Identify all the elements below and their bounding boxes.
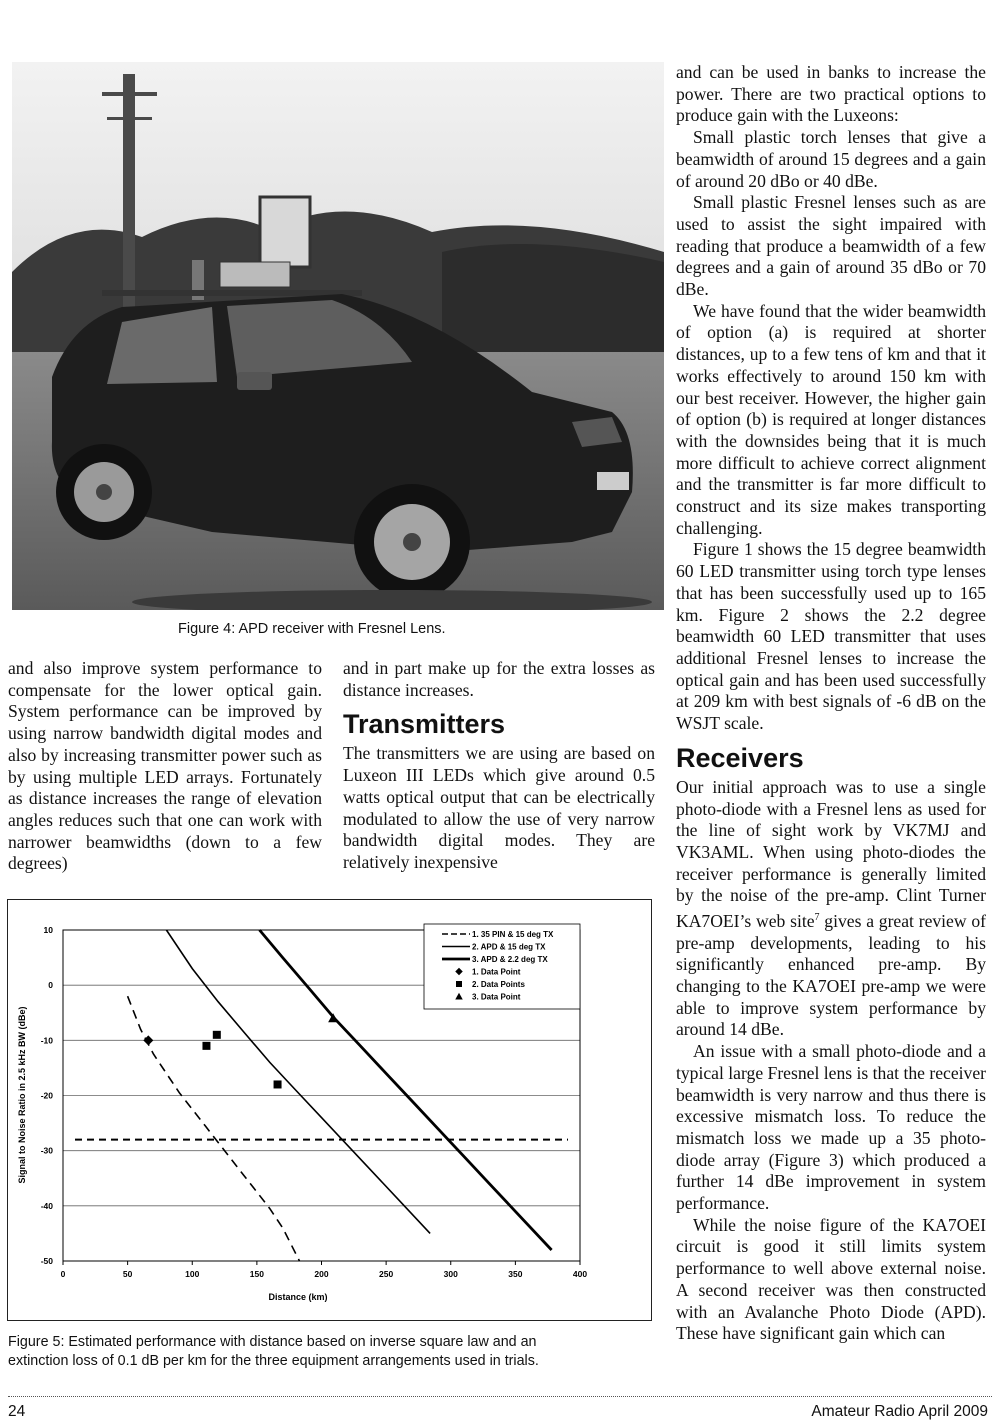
figure-5-chart: [7, 899, 652, 1321]
legend-label-points-2: 2. Data Points: [472, 980, 525, 989]
data-point-1: [143, 1035, 153, 1045]
col3-paragraph-3: Small plastic Fresnel lenses such as are used to assist the sight impaired with reading that produce a beamwidth of a few degrees and a gain of around 35 dBo or 70 dBe.: [676, 192, 986, 300]
y-axis-label: Signal to Noise Ratio in 2.5 kHz BW (dBe): [17, 1006, 27, 1184]
data-points: [143, 1013, 338, 1088]
data-point-2: [213, 1031, 221, 1039]
legend-label-points-1: 1. Data Point: [472, 967, 521, 977]
col3-paragraph-5: Figure 1 shows the 15 degree beamwidth 60 LED transmitter using torch type lenses that has been successfully used up to 165 km. Figure 2 shows the 2.2 degree beamwidth 60 LED transmitter that uses additional Fresnel lenses to increase the optical gain and has been used successfully at 209 km with best signals of -6 dB on the WSJT scale.: [676, 539, 986, 734]
legend-label-points-3: 3. Data Point: [472, 992, 521, 1002]
col2-paragraph-2: The transmitters we are using are based on Luxeon III LEDs which give around 0.5 watts optical output that can be electrically modulated to allow the use of very narrow bandwidth digital modes. They are relatively inexpensive: [343, 743, 655, 872]
transmitters-heading: Transmitters: [343, 709, 506, 740]
column-3: [676, 62, 986, 1345]
col3-paragraph-4: We have found that the wider beamwidth of option (a) is required at shorter distances, up to a few tens of km and that it works effectively to around 150 km with our best receiver. However, the higher gain of option (b) is required at longer distances with the downsides being that it is much more difficult to achieve correct alignment and the transmitter is far more difficult to construct and its size makes transporting challenging.: [676, 300, 986, 538]
figure-4-photo: [12, 62, 664, 610]
col3-paragraph-8: While the noise figure of the KA7OEI circuit is good it still limits system performance to well above external noise. A second receiver was then constructed with an Avalanche Photo Diode (APD). These have significant gain which can: [676, 1214, 986, 1344]
column-2: [343, 658, 655, 874]
y-tick-label: -20: [40, 1090, 53, 1101]
col2-paragraph-1: and in part make up for the extra losses as distance increases.: [343, 658, 655, 700]
footnote-ref: 7: [814, 912, 820, 924]
chart-svg: [8, 900, 650, 1319]
figure-4-caption: Figure 4: APD receiver with Fresnel Lens.: [178, 621, 446, 637]
col3-paragraph-6: [676, 777, 986, 1041]
col3-paragraph-1: and can be used in banks to increase the power. There are two practical options to produce gain with the Luxeons:: [676, 62, 986, 126]
column-1: [8, 658, 322, 875]
figure-5-caption-line-1: Figure 5: Estimated performance with distance based on inverse square law and an: [8, 1334, 537, 1350]
x-tick-label: 400: [572, 1269, 588, 1279]
x-tick-label: 150: [249, 1269, 264, 1279]
col3-paragraph-7: An issue with a small photo-diode and a typical large Fresnel lens is that the receiver beamwidth is very narrow and thus there is excessive mismatch loss. To reduce the mismatch loss we made up a 35 photo-diode array (Figure 3) which produced a further 14 dBe improvement in system performance.: [676, 1041, 986, 1214]
publication-info: Amateur Radio April 2009: [811, 1403, 988, 1420]
legend-marker-2: [456, 981, 462, 987]
x-tick-label: 200: [314, 1269, 329, 1279]
y-tick-label: -40: [40, 1200, 53, 1211]
data-point-2: [202, 1042, 210, 1050]
receivers-heading: Receivers: [676, 742, 804, 773]
y-tick-label: 10: [43, 925, 53, 935]
x-tick-label: 0: [60, 1269, 66, 1279]
x-tick-label: 250: [379, 1269, 394, 1279]
x-tick-label: 50: [122, 1269, 133, 1279]
legend-label-series-3: 3. APD & 2.2 deg TX: [472, 955, 548, 964]
y-tick-label: -50: [40, 1256, 53, 1266]
x-axis-label: Distance (km): [268, 1292, 328, 1302]
figure-5-caption: [8, 1333, 539, 1371]
x-tick-label: 300: [443, 1269, 458, 1279]
figure-5-caption-line-2: extinction loss of 0.1 dB per km for the three equipment arrangements used in trials.: [8, 1353, 539, 1369]
y-tick-label: -30: [40, 1145, 53, 1156]
col3-paragraph-6b: gives a great review of pre-amp developments, leading to his significantly enhanced pre-amp. By changing to the KA7OEI pre-amp we were able to improve system performance by around 14 dBe.: [676, 910, 986, 1040]
x-tick-label: 350: [508, 1269, 523, 1279]
x-tick-label: 100: [185, 1269, 200, 1279]
col1-paragraph: and also improve system performance to compensate for the lower optical gain. System performance can be improved by using narrow bandwidth digital modes and also by increasing transmitter power such as by using multiple LED arrays. Fortunately as distance increases the range of elevation angles reduces such that one can work with narrower beamwidths (down to a few degrees): [8, 658, 322, 874]
y-tick-label: -10: [40, 1035, 53, 1046]
col3-paragraph-2: Small plastic torch lenses that give a beamwidth of around 15 degrees and a gain of around 20 dBo or 40 dBe.: [676, 127, 986, 191]
col3-paragraph-6a: Our initial approach was to use a single photo-diode with a Fresnel lens as used for the line of sight work by VK7MJ and VK3AML. When using photo-diodes the receiver performance is generally limited by the noise of the pre-amp. Clint Turner KA7OEI’s web site: [676, 776, 986, 931]
legend: [424, 924, 580, 1009]
legend-label-series-1: 1. 35 PIN & 15 deg TX: [472, 930, 554, 939]
legend-label-series-2: 2. APD & 15 deg TX: [472, 942, 546, 952]
y-tick-label: 0: [48, 980, 53, 991]
page-number: 24: [8, 1403, 26, 1420]
data-point-2: [274, 1080, 282, 1088]
footer-rule: [8, 1396, 992, 1397]
